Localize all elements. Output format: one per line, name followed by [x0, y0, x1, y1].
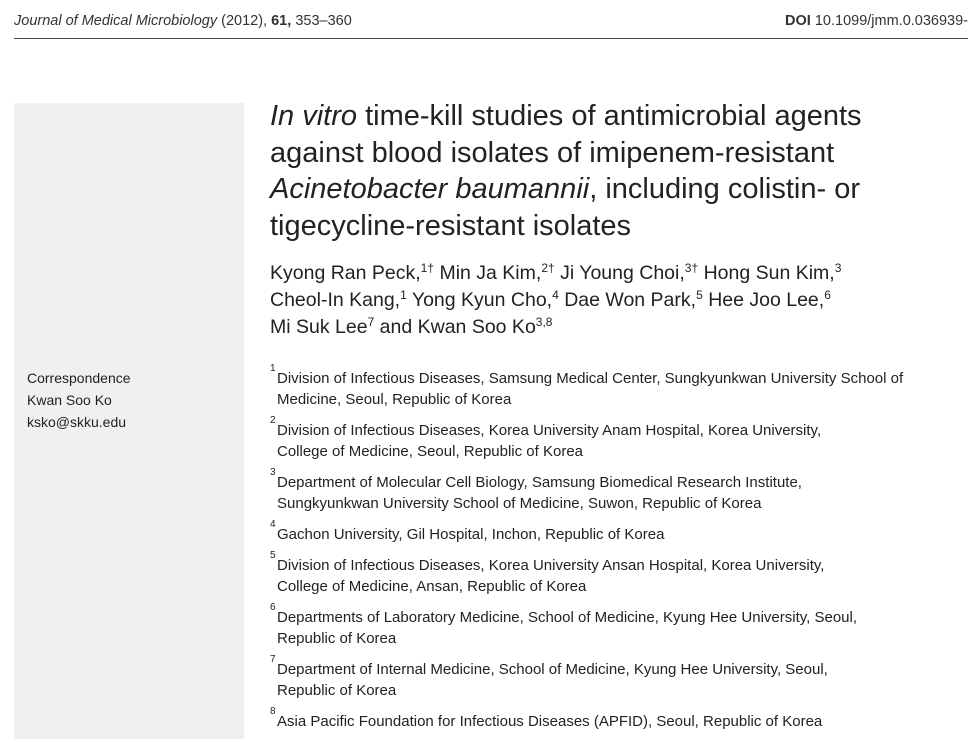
affiliation: 3 Department of Molecular Cell Biology, Samsung Biomedical Research Institute, Sungkyunkwan University School of Medicine, Suwon, Republic of Korea [270, 467, 802, 512]
journal-citation [14, 13, 352, 29]
doi [785, 13, 968, 29]
author: Kyong Ran Peck,$^{1\dagger}$ [270, 261, 435, 284]
author: Hee Joo Lee,$^6$ [708, 288, 831, 311]
title-line2: against blood isolates of imipenem-resistant [270, 136, 835, 169]
author: Ji Young Choi,$^{3\dagger}$ [560, 261, 699, 284]
title-line1: time-kill studies of antimicrobial agents [365, 100, 862, 132]
author: Mi Suk Lee$^7$ [270, 315, 375, 338]
journal-pages: 353–360 [295, 13, 352, 29]
correspondence-email: ksko@skku.edu [27, 414, 127, 430]
journal-volume: 61, [271, 13, 292, 29]
author: Yong Kyun Cho,$^4$ [411, 288, 559, 311]
author: and Kwan Soo Ko$^{3,8}$ [379, 315, 553, 338]
author: Dae Won Park,$^5$ [564, 288, 703, 311]
journal-year: (2012), [221, 13, 268, 29]
correspondence-name: Kwan Soo Ko [27, 392, 112, 408]
affiliation: 6 Departments of Laboratory Medicine, School of Medicine, Kyung Hee University, Seoul, Republic of Korea [270, 602, 858, 647]
title-species: Acinetobacter baumannii [270, 173, 590, 205]
author: Hong Sun Kim,$^3$ [703, 261, 842, 284]
affiliation: 1 Division of Infectious Diseases, Samsung Medical Center, Sungkyunkwan University School of Medicine, Seoul, Republic of Korea [270, 363, 904, 408]
author: Cheol-In Kang,$^1$ [270, 288, 407, 311]
affiliation: 7 Department of Internal Medicine, School of Medicine, Kyung Hee University, Seoul, Republic of Korea [270, 654, 828, 699]
affiliation: 8 Asia Pacific Foundation for Infectious Diseases (APFID), Seoul, Republic of Korea [270, 706, 823, 730]
author: Min Ja Kim,$^{2\dagger}$ [439, 261, 555, 284]
title-line4: tigecycline-resistant isolates [270, 209, 632, 242]
affiliation: 5 Division of Infectious Diseases, Korea University Ansan Hospital, Korea University, College of Medicine, Ansan, Republic of Korea [270, 550, 825, 595]
author-list [270, 260, 960, 341]
affiliation-list [270, 363, 968, 742]
correspondence-heading: Correspondence [27, 370, 131, 386]
running-header [14, 10, 968, 36]
title-italic-prefix: In vitro [270, 100, 358, 132]
title-line3: , including colistin- or [589, 173, 860, 205]
header-rule [14, 38, 968, 39]
journal-name: Journal of Medical Microbiology [14, 13, 218, 29]
doi-label: DOI [785, 13, 811, 29]
doi-value: 10.1099/jmm.0.036939- [814, 13, 968, 29]
affiliation: 2 Division of Infectious Diseases, Korea University Anam Hospital, Korea University, College of Medicine, Seoul, Republic of Korea [270, 415, 822, 460]
correspondence-block [27, 367, 131, 433]
affiliation: 4 Gachon University, Gil Hospital, Inchon, Republic of Korea [270, 519, 665, 543]
article-title [270, 98, 960, 244]
